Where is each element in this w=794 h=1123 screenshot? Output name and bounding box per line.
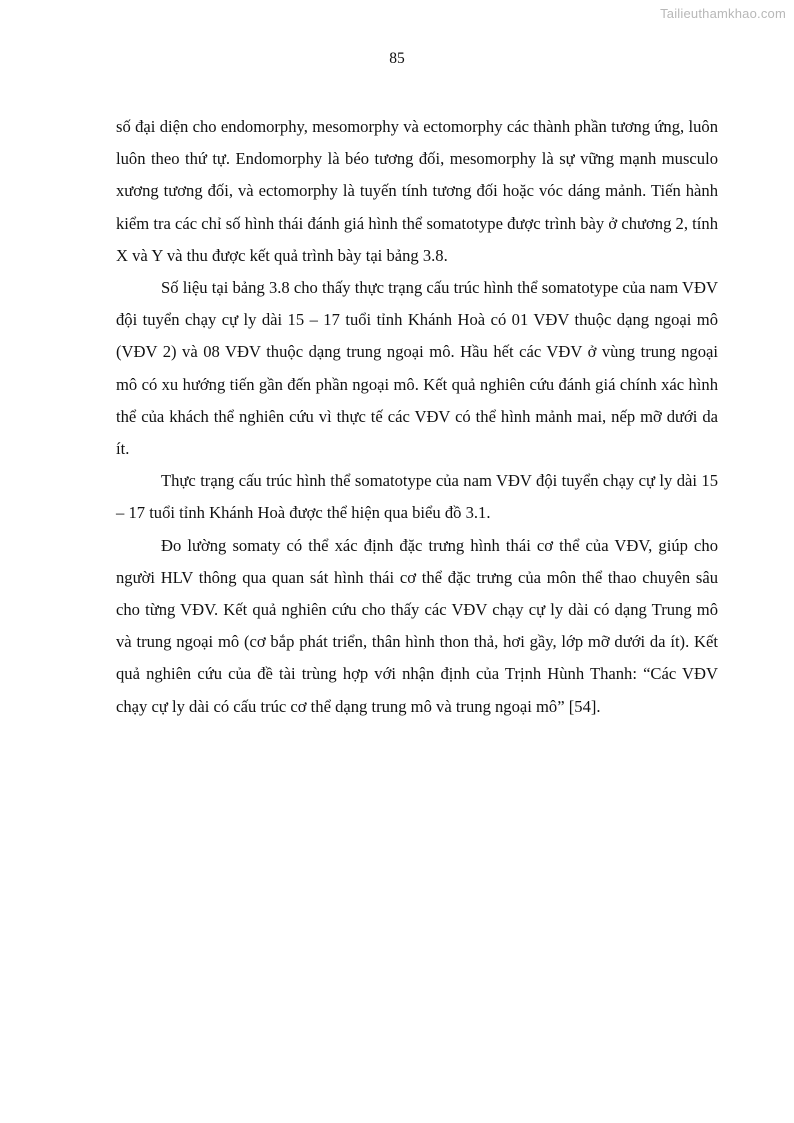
paragraph-continuation: số đại diện cho endomorphy, mesomorphy và ectomorphy các thành phần tương ứng, luôn luôn theo thứ tự. Endomorphy là béo tương đối, mesomorphy là sự vững mạnh musculo xương tương đối, và ectomorphy là tuyến tính tương đối hoặc vóc dáng mảnh. Tiến hành kiểm tra các chỉ số hình thái đánh giá hình thể somatotype được trình bày ở chương 2, tính X và Y và thu được kết quả trình bày tại bảng 3.8. [116,117,718,265]
paragraph-somatotype-discussion: Đo lường somaty có thể xác định đặc trưng hình thái cơ thể của VĐV, giúp cho người HLV thông qua quan sát hình thái cơ thể đặc trưng của môn thể thao chuyên sâu cho từng VĐV. Kết quả nghiên cứu cho thấy các VĐV chạy cự ly dài có dạng Trung mô và trung ngoại mô (cơ bắp phát triển, thân hình thon thả, hơi gầy, lớp mỡ dưới da ít). Kết quả nghiên cứu của đề tài trùng hợp với nhận định của Trịnh Hùnh Thanh: “Các VĐV chạy cự ly dài có cấu trúc cơ thể dạng trung mô và trung ngoại mô” [54]. [116,535,718,716]
watermark: Tailieuthamkhao.com [660,6,786,21]
paragraph-chart-3-1-reference: Thực trạng cấu trúc hình thể somatotype của nam VĐV đội tuyển chạy cự ly dài 15 – 17 tuổi tỉnh Khánh Hoà được thể hiện qua biểu đồ 3.1. [116,471,718,523]
document-body [116,111,718,723]
paragraph-table-3-8-findings: Số liệu tại bảng 3.8 cho thấy thực trạng cấu trúc hình thể somatotype của nam VĐV đội tuyển chạy cự ly dài 15 – 17 tuổi tỉnh Khánh Hoà có 01 VĐV thuộc dạng ngoại mô (VĐV 2) và 08 VĐV thuộc dạng trung ngoại mô. Hầu hết các VĐV ở vùng trung ngoại mô có xu hướng tiến gần đến phần ngoại mô. Kết quả nghiên cứu đánh giá chính xác hình thể của khách thể nghiên cứu vì thực tế các VĐV có thể hình mảnh mai, nếp mỡ dưới da ít. [116,278,718,459]
page-number: 85 [389,50,405,67]
